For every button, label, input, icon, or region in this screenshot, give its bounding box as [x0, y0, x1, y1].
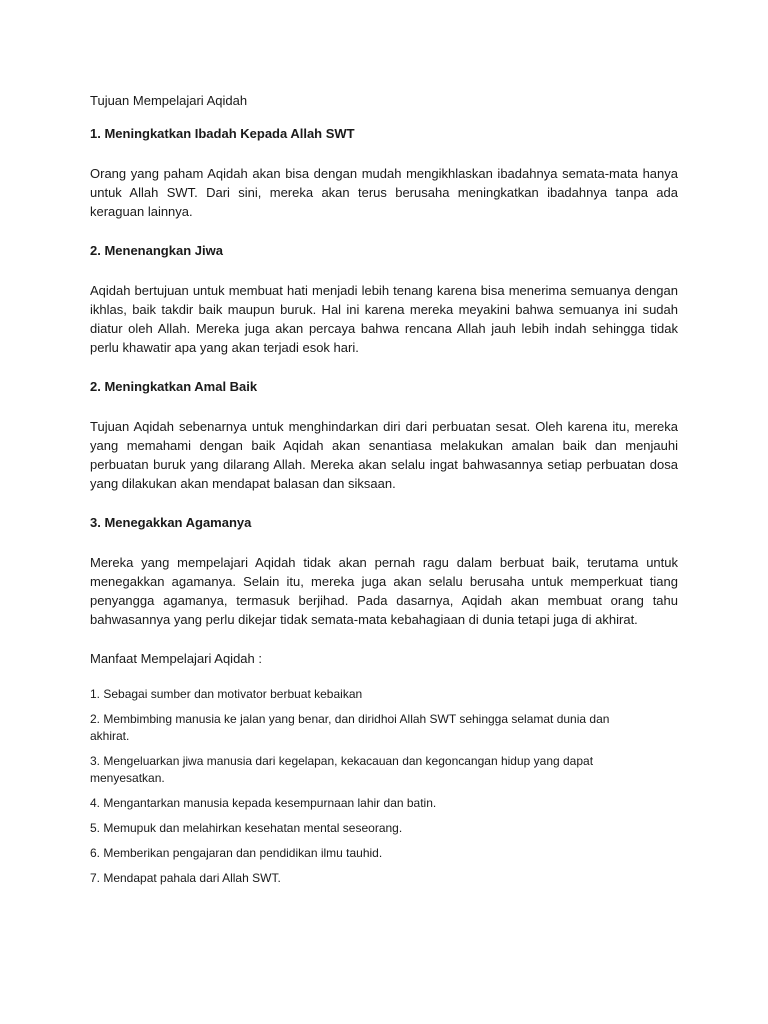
section-2	[90, 242, 678, 357]
benefit-item: 6. Memberikan pengajaran dan pendidikan ilmu tauhid.	[90, 846, 383, 860]
benefit-item: 7. Mendapat pahala dari Allah SWT.	[90, 871, 281, 885]
benefit-item: 2. Membimbing manusia ke jalan yang benar, dan diridhoi Allah SWT sehingga selamat dunia dan akhirat.	[90, 712, 610, 743]
benefit-item: 5. Memupuk dan melahirkan kesehatan mental seseorang.	[90, 821, 403, 835]
benefit-item: 3. Mengeluarkan jiwa manusia dari kegelapan, kekacauan dan kegoncangan hidup yang dapat menyesatkan.	[90, 754, 594, 785]
section-heading: 2. Menenangkan Jiwa	[90, 243, 223, 258]
section-3	[90, 378, 678, 493]
section-heading: 1. Meningkatkan Ibadah Kepada Allah SWT	[90, 126, 355, 141]
manfaat-title: Manfaat Mempelajari Aqidah :	[90, 651, 262, 666]
section-heading: 3. Menegakkan Agamanya	[90, 515, 252, 530]
section-paragraph: Mereka yang mempelajari Aqidah tidak akan pernah ragu dalam berbuat baik, terutama untuk menegakkan agamanya. Selain itu, mereka juga akan selalu berusaha untuk memperkuat tiang penyangga agamanya, termasuk berjihad. Pada dasarnya, Aqidah akan membuat orang tahu bahwasannya yang perlu dikejar tidak semata-mata kebahagiaan di dunia tetapi juga di akhirat.	[90, 555, 678, 627]
section-1	[90, 125, 678, 221]
section-heading: 2. Meningkatkan Amal Baik	[90, 379, 258, 394]
benefit-item: 1. Sebagai sumber dan motivator berbuat kebaikan	[90, 687, 363, 701]
benefit-item: 4. Mengantarkan manusia kepada kesempurnaan lahir dan batin.	[90, 796, 437, 810]
section-paragraph: Aqidah bertujuan untuk membuat hati menjadi lebih tenang karena bisa menerima semuanya dengan ikhlas, baik takdir baik maupun buruk. Hal ini karena mereka meyakini bahwa semuanya ini sudah diatur oleh Allah. Mereka juga akan percaya bahwa rencana Allah jauh lebih indah sehingga tidak perlu khawatir apa yang akan terjadi esok hari.	[90, 283, 678, 355]
document-page	[90, 92, 678, 895]
document-title: Tujuan Mempelajari Aqidah	[90, 93, 248, 108]
section-paragraph: Orang yang paham Aqidah akan bisa dengan mudah mengikhlaskan ibadahnya semata-mata hanya untuk Allah SWT. Dari sini, mereka akan terus berusaha meningkatkan ibadahnya tanpa ada keraguan lainnya.	[90, 166, 678, 219]
section-paragraph: Tujuan Aqidah sebenarnya untuk menghindarkan diri dari perbuatan sesat. Oleh karena itu, mereka yang memahami dengan baik Aqidah akan senantiasa melakukan amalan baik dan menjauhi perbuatan buruk yang dilarang Allah. Mereka akan selalu ingat bahwasannya setiap perbuatan dosa yang dilakukan akan mendapat balasan dan siksaan.	[90, 419, 678, 491]
benefit-list	[90, 686, 678, 887]
section-4	[90, 514, 678, 629]
